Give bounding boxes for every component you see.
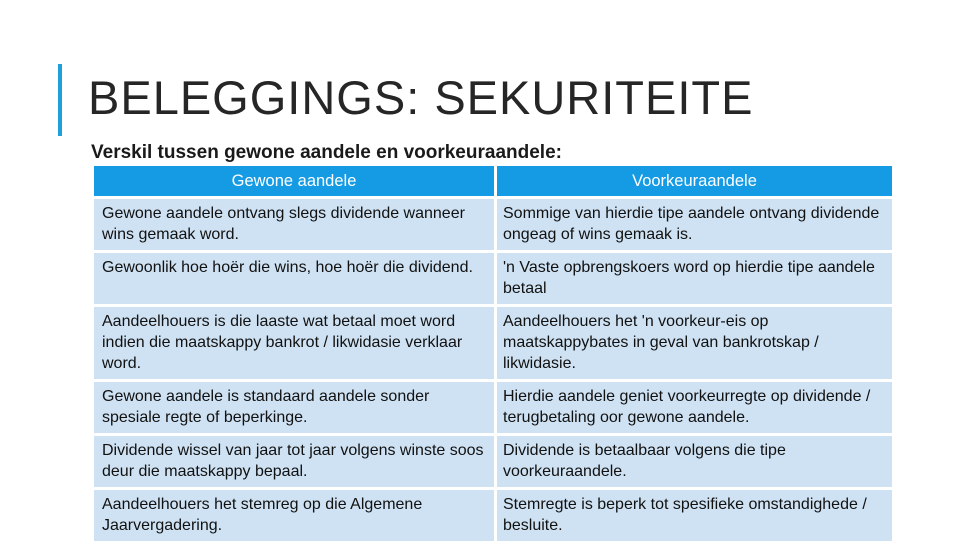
column-header-gewone: Gewone aandele <box>94 166 496 198</box>
table-cell-gewone: Dividende wissel van jaar tot jaar volgens winste soos deur die maatskappy bepaal. <box>94 435 496 489</box>
table-cell-voorkeur: Stemregte is beperk tot spesifieke omstandighede / besluite. <box>496 489 893 543</box>
table-cell-voorkeur: 'n Vaste opbrengskoers word op hierdie tipe aandele betaal <box>496 252 893 306</box>
table-cell-gewone: Gewoonlik hoe hoër die wins, hoe hoër die dividend. <box>94 252 496 306</box>
title-accent-bar <box>58 64 62 136</box>
slide-title: BELEGGINGS: SEKURITEITE <box>88 71 754 124</box>
table-cell-voorkeur: Aandeelhouers het 'n voorkeur-eis op maatskappybates in geval van bankrotskap / likwidasie. <box>496 306 893 381</box>
table-header-row <box>94 166 892 198</box>
table-row <box>94 198 892 252</box>
table-cell-gewone: Aandeelhouers is die laaste wat betaal moet word indien die maatskappy bankrot / likwidasie verklaar word. <box>94 306 496 381</box>
table-row <box>94 489 892 543</box>
comparison-table <box>94 166 892 544</box>
table-cell-gewone: Gewone aandele ontvang slegs dividende wanneer wins gemaak word. <box>94 198 496 252</box>
table-row <box>94 252 892 306</box>
table-row <box>94 381 892 435</box>
table-row <box>94 306 892 381</box>
table-cell-voorkeur: Sommige van hierdie tipe aandele ontvang dividende ongeag of wins gemaak is. <box>496 198 893 252</box>
table-cell-gewone: Aandeelhouers het stemreg op die Algemene Jaarvergadering. <box>94 489 496 543</box>
table-cell-gewone: Gewone aandele is standaard aandele sonder spesiale regte of beperkinge. <box>94 381 496 435</box>
slide-subtitle: Verskil tussen gewone aandele en voorkeuraandele: <box>91 142 562 163</box>
table-row <box>94 435 892 489</box>
table-cell-voorkeur: Hierdie aandele geniet voorkeurregte op dividende / terugbetaling oor gewone aandele. <box>496 381 893 435</box>
table-cell-voorkeur: Dividende is betaalbaar volgens die tipe voorkeuraandele. <box>496 435 893 489</box>
column-header-voorkeur: Voorkeuraandele <box>496 166 893 198</box>
